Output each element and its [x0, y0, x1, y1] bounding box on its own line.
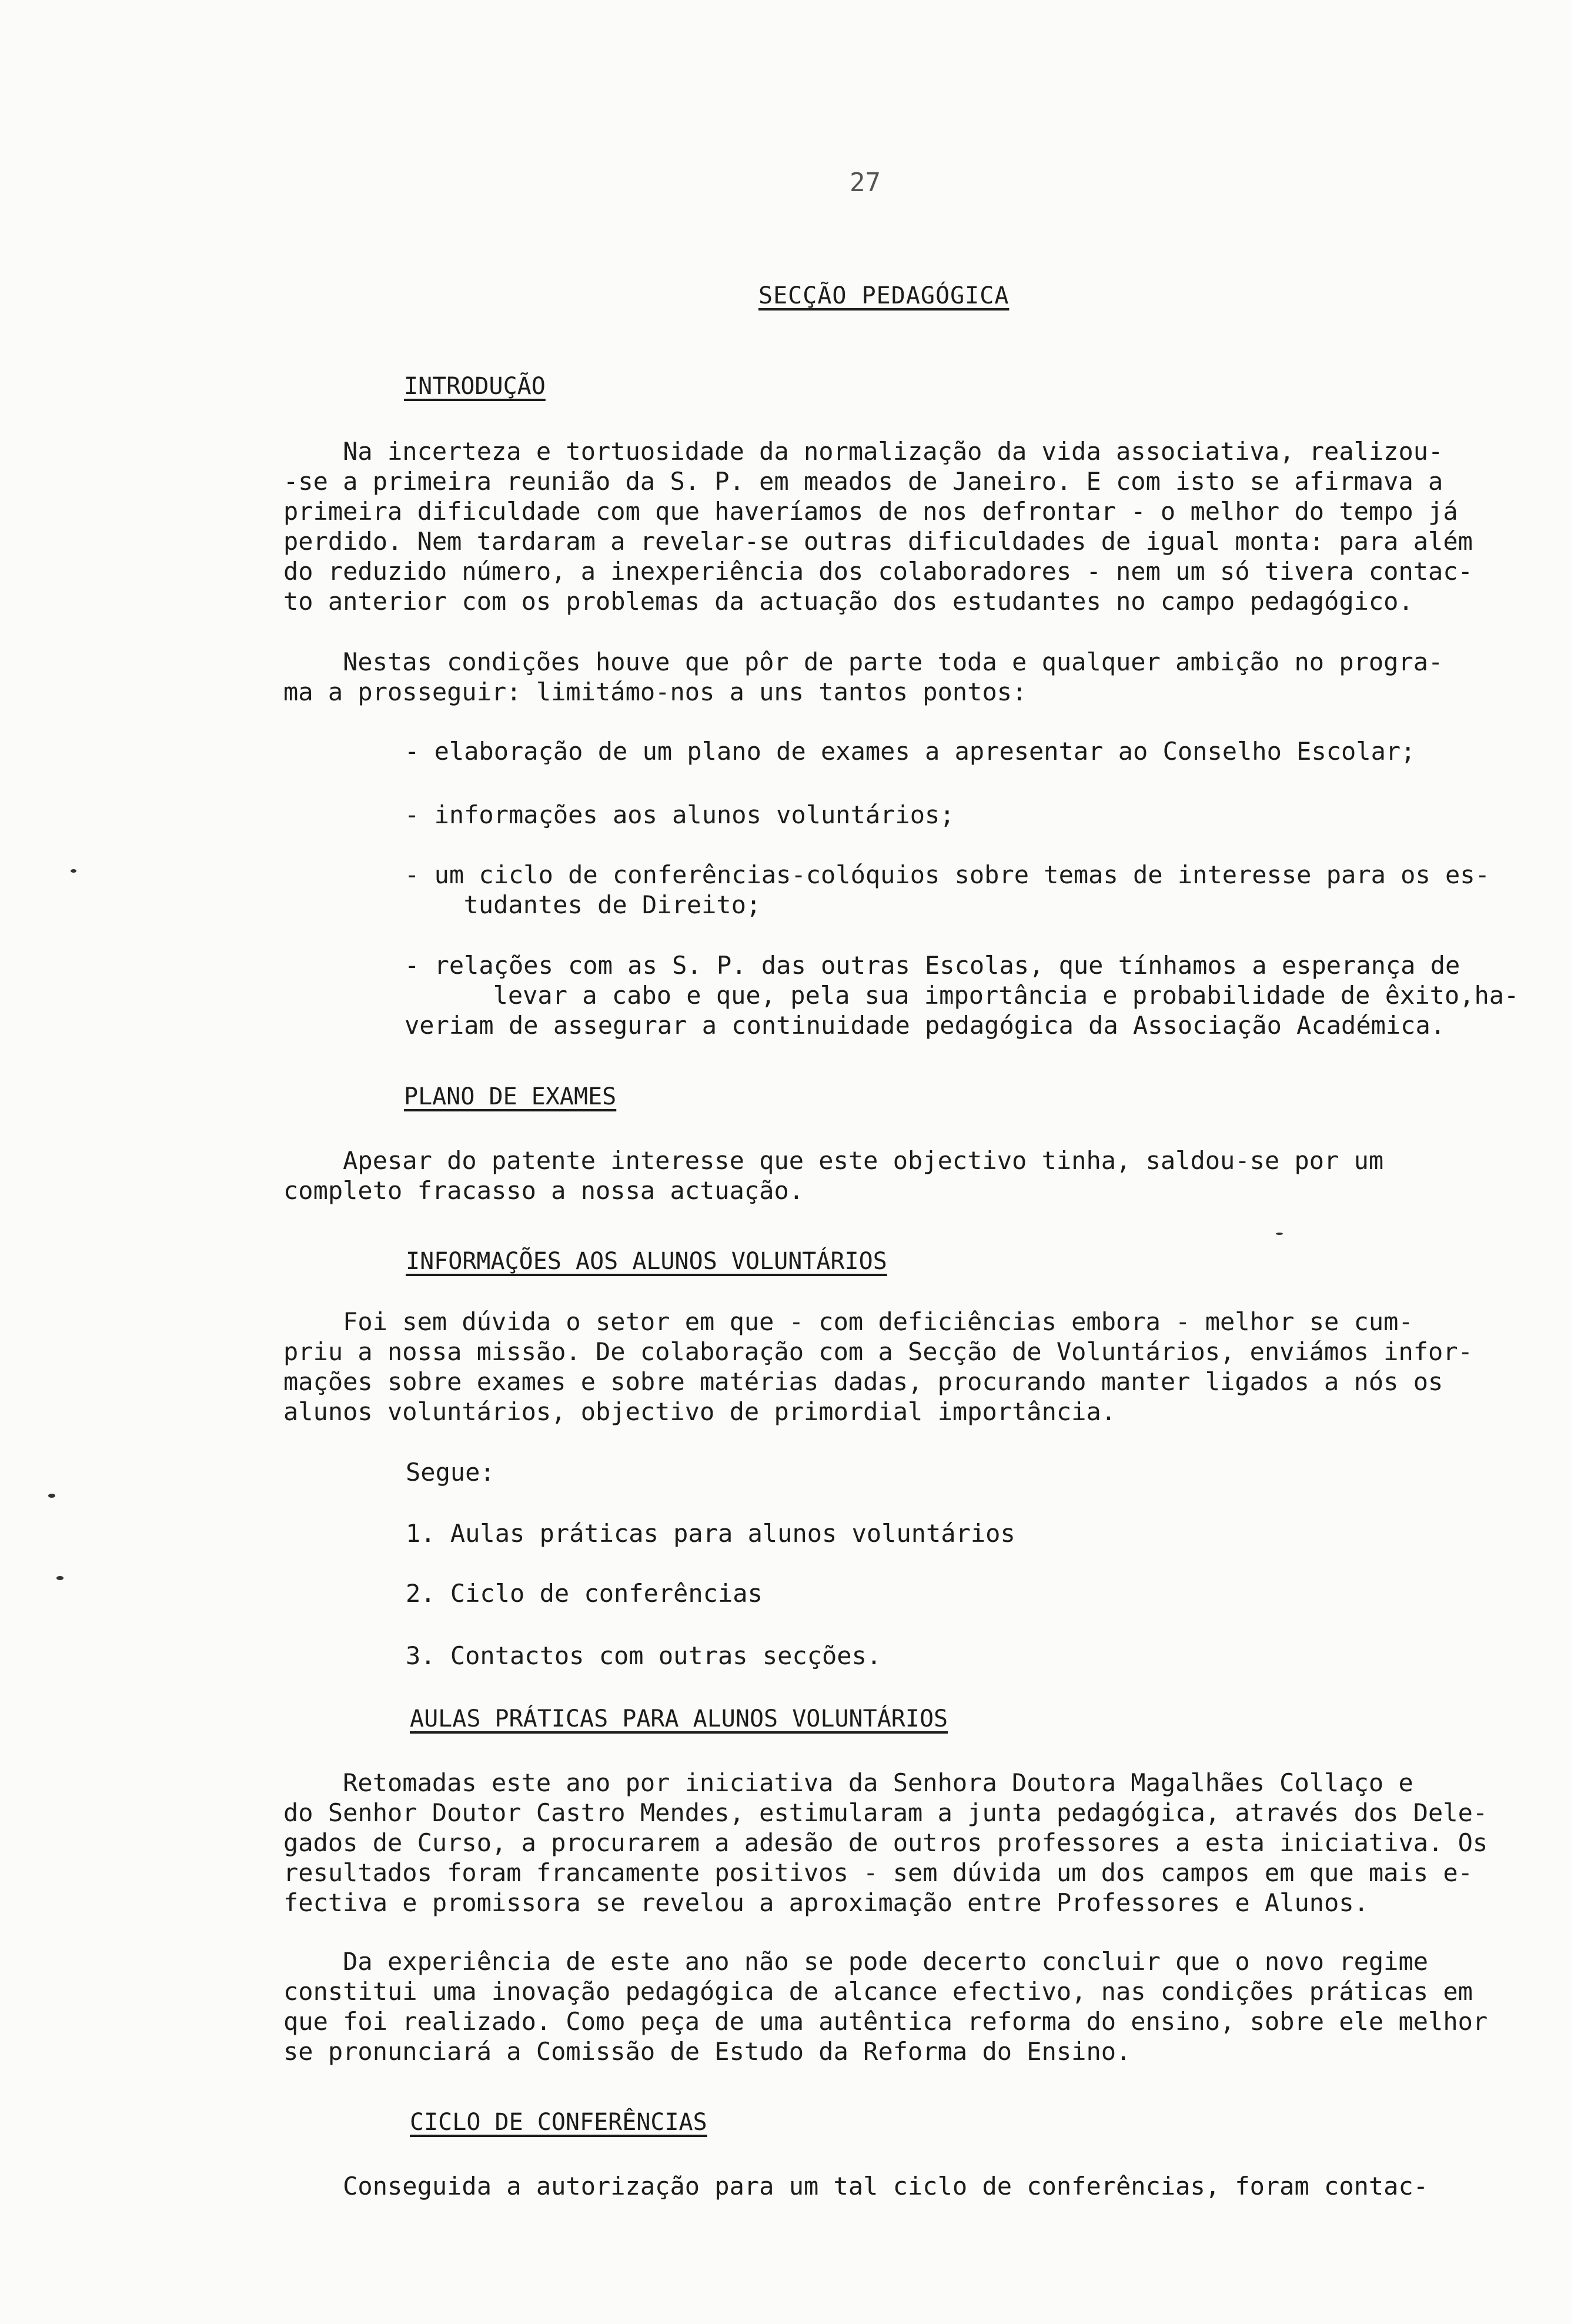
scan-speck [56, 1576, 63, 1580]
informacoes-paragraph [283, 1307, 1489, 1427]
text-line: completo fracasso a nossa actuação. [283, 1176, 804, 1205]
scan-speck [1276, 1233, 1283, 1235]
text-line: Apesar do patente interesse que este objectivo tinha, saldou-se por um [283, 1146, 1384, 1175]
introducao-paragraph-1 [283, 436, 1489, 616]
scan-speck [71, 869, 76, 873]
heading-introducao: INTRODUÇÃO [404, 373, 546, 400]
text-line: que foi realizado. Como peça de uma autêntica reforma do ensino, sobre ele melhor [283, 2007, 1488, 2036]
text-line: do reduzido número, a inexperiência dos colaboradores - nem um só tivera contac- [283, 557, 1473, 586]
text-line: -se a primeira reunião da S. P. em meados de Janeiro. E com isto se afirmava a [283, 467, 1443, 496]
ciclo-paragraph [283, 2171, 1489, 2201]
list-item [406, 1578, 1523, 1608]
plano-paragraph [283, 1146, 1489, 1206]
text-line: Conseguida a autorização para um tal ciclo de conferências, foram contac- [283, 2172, 1429, 2201]
text-line: - um ciclo de conferências-colóquios sobre temas de interesse para os es- [405, 860, 1490, 889]
text-line: Foi sem dúvida o setor em que - com deficiências embora - melhor se cum- [283, 1307, 1413, 1336]
list-item [406, 1518, 1523, 1548]
text-line: levar a cabo e que, pela sua importância e probabilidade de êxito,ha- [463, 981, 1519, 1010]
list-item [405, 800, 1522, 830]
scan-speck [48, 1494, 55, 1498]
list-item [405, 950, 1522, 1040]
text-line: Na incerteza e tortuosidade da normalização da vida associativa, realizou- [283, 437, 1443, 466]
text-line: tudantes de Direito; [434, 890, 761, 919]
introducao-paragraph-2 [283, 647, 1489, 707]
text-line: Da experiência de este ano não se pode decerto concluir que o novo regime [283, 1947, 1429, 1976]
page-number: 27 [850, 168, 881, 198]
heading-plano-exames: PLANO DE EXAMES [404, 1083, 617, 1110]
text-line: 2. Ciclo de conferências [406, 1579, 763, 1608]
aulas-paragraph-2 [283, 1946, 1489, 2066]
text-line: Segue: [406, 1458, 495, 1487]
text-line: - elaboração de um plano de exames a apresentar ao Conselho Escolar; [405, 737, 1416, 766]
list-item [405, 860, 1522, 920]
text-line: resultados foram francamente positivos - sem dúvida um dos campos em que mais e- [283, 1858, 1473, 1887]
text-line: perdido. Nem tardaram a revelar-se outras dificuldades de igual monta: para além [283, 527, 1473, 556]
text-line: mações sobre exames e sobre matérias dadas, procurando manter ligados a nós os [283, 1367, 1443, 1396]
text-line: - relações com as S. P. das outras Escolas, que tínhamos a esperança de [405, 951, 1460, 980]
heading-aulas-praticas: AULAS PRÁTICAS PARA ALUNOS VOLUNTÁRIOS [410, 1705, 948, 1732]
text-line: fectiva e promissora se revelou a aproximação entre Professores e Alunos. [283, 1888, 1369, 1917]
list-item [405, 736, 1522, 766]
text-line: Nestas condições houve que pôr de parte toda e qualquer ambição no progra- [283, 647, 1443, 676]
aulas-paragraph-1 [283, 1768, 1489, 1918]
text-line: to anterior com os problemas da actuação dos estudantes no campo pedagógico. [283, 587, 1413, 616]
text-line: gados de Curso, a procurarem a adesão de outros professores a esta iniciativa. Os [283, 1828, 1488, 1857]
text-line: veriam de assegurar a continuidade pedagógica da Associação Académica. [405, 1011, 1446, 1040]
text-line: alunos voluntários, objectivo de primordial importância. [283, 1397, 1117, 1426]
text-line: - informações aos alunos voluntários; [405, 800, 955, 829]
segue-label [406, 1457, 1523, 1487]
text-line: Retomadas este ano por iniciativa da Senhora Doutora Magalhães Collaço e [283, 1768, 1413, 1797]
text-line: primeira dificuldade com que haveríamos de nos defrontar - o melhor do tempo já [283, 497, 1458, 526]
text-line: 1. Aulas práticas para alunos voluntários [406, 1519, 1015, 1548]
text-line: se pronunciará a Comissão de Estudo da Reforma do Ensino. [283, 2037, 1131, 2066]
heading-informacoes: INFORMAÇÕES AOS ALUNOS VOLUNTÁRIOS [406, 1248, 887, 1275]
text-line: priu a nossa missão. De colaboração com a Secção de Voluntários, enviámos infor- [283, 1337, 1473, 1366]
text-line: 3. Contactos com outras secções. [406, 1641, 882, 1670]
page-title: SECÇÃO PEDAGÓGICA [758, 282, 1010, 309]
text-line: ma a prosseguir: limitámo-nos a uns tantos pontos: [283, 677, 1027, 706]
heading-ciclo-conferencias: CICLO DE CONFERÊNCIAS [410, 2109, 707, 2136]
list-item [406, 1641, 1523, 1671]
text-line: do Senhor Doutor Castro Mendes, estimularam a junta pedagógica, através dos Dele- [283, 1798, 1488, 1827]
text-line: constitui uma inovação pedagógica de alcance efectivo, nas condições práticas em [283, 1977, 1473, 2006]
